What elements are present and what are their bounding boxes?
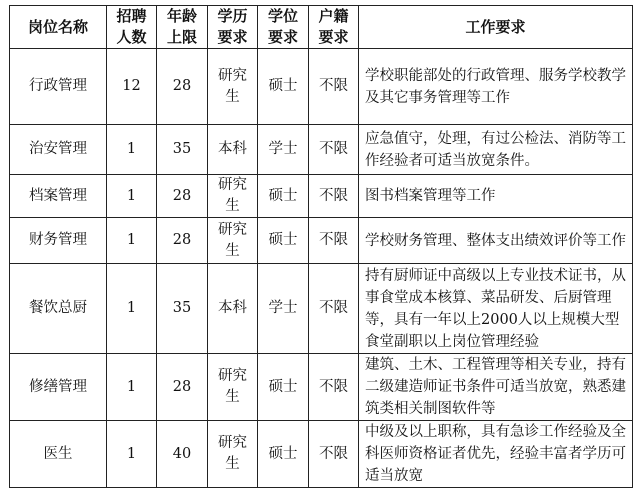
cell-requirement: 应急值守，处理，有过公检法、消防等工作经验者可适当放宽条件。	[359, 125, 633, 175]
cell-age: 28	[157, 354, 208, 421]
header-degree: 学位要求	[258, 6, 309, 49]
cell-hukou: 不限	[309, 175, 359, 218]
header-education: 学历要求	[208, 6, 258, 49]
cell-degree: 学士	[258, 264, 309, 354]
cell-requirement: 中级及以上职称，具有急诊工作经验及全科医师资格证者优先，经验丰富者学历可适当放宽	[359, 421, 633, 488]
header-row	[10, 6, 633, 49]
cell-degree: 硕士	[258, 175, 309, 218]
cell-education: 研究生	[208, 421, 258, 488]
cell-count: 1	[107, 421, 157, 488]
cell-requirement: 建筑、土木、工程管理等相关专业，持有二级建造师证书条件可适当放宽，熟悉建筑类相关制图软件等	[359, 354, 633, 421]
cell-count: 1	[107, 125, 157, 175]
cell-hukou: 不限	[309, 354, 359, 421]
cell-count: 1	[107, 264, 157, 354]
cell-requirement: 学校财务管理、整体支出绩效评价等工作	[359, 218, 633, 264]
cell-age: 40	[157, 421, 208, 488]
table-row	[10, 218, 633, 264]
cell-position: 行政管理	[10, 49, 107, 125]
table-row	[10, 49, 633, 125]
cell-age: 28	[157, 49, 208, 125]
cell-requirement: 持有厨师证中高级以上专业技术证书，从事食堂成本核算、菜品研发、后厨管理等，具有一年以上2000人以上规模大型食堂副职以上岗位管理经验	[359, 264, 633, 354]
cell-count: 1	[107, 175, 157, 218]
cell-age: 35	[157, 125, 208, 175]
recruitment-table	[9, 5, 633, 488]
header-count: 招聘人数	[107, 6, 157, 49]
cell-education: 研究生	[208, 354, 258, 421]
cell-degree: 硕士	[258, 218, 309, 264]
cell-position: 修缮管理	[10, 354, 107, 421]
cell-degree: 硕士	[258, 354, 309, 421]
cell-position: 档案管理	[10, 175, 107, 218]
cell-degree: 硕士	[258, 49, 309, 125]
cell-education: 研究生	[208, 218, 258, 264]
cell-education: 本科	[208, 264, 258, 354]
cell-education: 研究生	[208, 49, 258, 125]
cell-count: 1	[107, 354, 157, 421]
header-age: 年龄上限	[157, 6, 208, 49]
cell-position: 餐饮总厨	[10, 264, 107, 354]
cell-hukou: 不限	[309, 49, 359, 125]
table-row	[10, 125, 633, 175]
header-requirement: 工作要求	[359, 6, 633, 49]
header-position: 岗位名称	[10, 6, 107, 49]
table-row	[10, 264, 633, 354]
cell-position: 财务管理	[10, 218, 107, 264]
cell-requirement: 学校职能部处的行政管理、服务学校教学及其它事务管理等工作	[359, 49, 633, 125]
cell-requirement: 图书档案管理等工作	[359, 175, 633, 218]
cell-count: 1	[107, 218, 157, 264]
cell-position: 治安管理	[10, 125, 107, 175]
table-row	[10, 421, 633, 488]
cell-position: 医生	[10, 421, 107, 488]
cell-hukou: 不限	[309, 421, 359, 488]
cell-hukou: 不限	[309, 218, 359, 264]
cell-count: 12	[107, 49, 157, 125]
cell-hukou: 不限	[309, 125, 359, 175]
table-row	[10, 354, 633, 421]
cell-degree: 硕士	[258, 421, 309, 488]
table-row	[10, 175, 633, 218]
header-hukou: 户籍要求	[309, 6, 359, 49]
cell-age: 28	[157, 218, 208, 264]
cell-age: 28	[157, 175, 208, 218]
cell-age: 35	[157, 264, 208, 354]
cell-education: 本科	[208, 125, 258, 175]
cell-degree: 学士	[258, 125, 309, 175]
cell-hukou: 不限	[309, 264, 359, 354]
cell-education: 研究生	[208, 175, 258, 218]
